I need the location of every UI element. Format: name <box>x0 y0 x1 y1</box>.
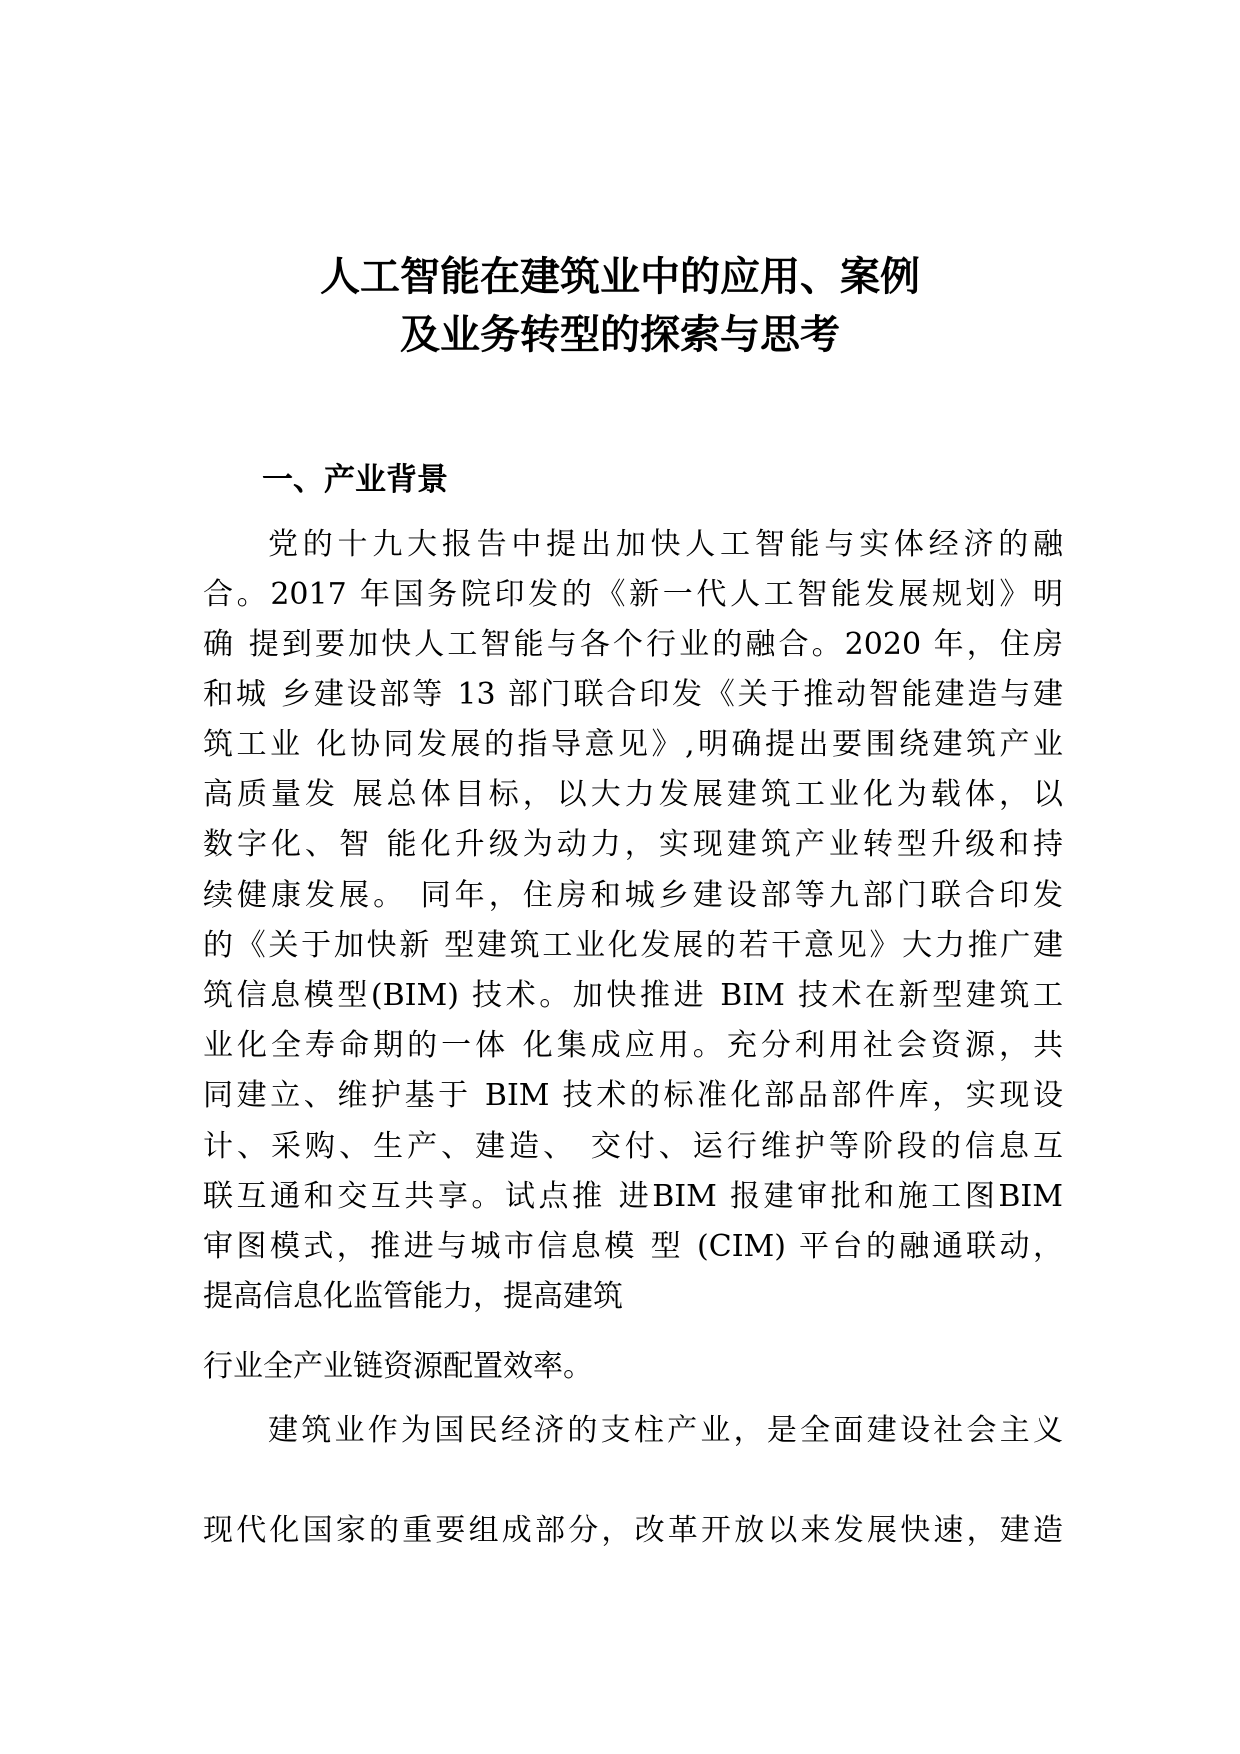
paragraph-line: 审图模式，推进与城市信息模 型 (CIM) 平台的融通联动， <box>203 1229 1063 1264</box>
page-title <box>0 248 1240 364</box>
title-line: 人工智能在建筑业中的应用、案例 <box>320 254 920 300</box>
paragraph-line: 提高信息化监管能力，提高建筑 <box>203 1279 623 1314</box>
paragraph-line: 筑信息模型(BIM) 技术。加快推进 BIM 技术在新型建筑工 <box>203 978 1063 1013</box>
paragraph-line: 确 提到要加快人工智能与各个行业的融合。2020 年，住房 <box>203 627 1063 662</box>
paragraph-line: 联互通和交互共享。试点推 进BIM 报建审批和施工图BIM <box>203 1179 1063 1214</box>
paragraph-line: 建筑业作为国民经济的支柱产业，是全面建设社会主义 <box>268 1413 1063 1448</box>
paragraph-line: 计、采购、生产、建造、 交付、运行维护等阶段的信息互 <box>203 1129 1063 1164</box>
paragraph-continuation: 行业全产业链资源配置效率。 <box>203 1349 593 1384</box>
paragraph-line: 续健康发展。 同年，住房和城乡建设部等九部门联合印发 <box>203 878 1063 913</box>
paragraph-line: 同建立、维护基于 BIM 技术的标准化部品部件库，实现设 <box>203 1078 1063 1113</box>
paragraph-line: 筑工业 化协同发展的指导意见》,明确提出要围绕建筑产业 <box>203 727 1063 762</box>
paragraph-line: 数字化、智 能化升级为动力，实现建筑产业转型升级和持 <box>203 827 1063 862</box>
paragraph-line: 业化全寿命期的一体 化集成应用。充分利用社会资源，共 <box>203 1028 1063 1063</box>
paragraph-line: 的《关于加快新 型建筑工业化发展的若干意见》大力推广建 <box>203 928 1063 963</box>
section-heading: 一、产业背景 <box>262 462 448 498</box>
paragraph-line: 现代化国家的重要组成部分，改革开放以来发展快速，建造 <box>203 1513 1063 1548</box>
paragraph-line: 和城 乡建设部等 13 部门联合印发《关于推动智能建造与建 <box>203 677 1063 712</box>
title-line: 及业务转型的探索与思考 <box>400 312 840 358</box>
paragraph-line: 高质量发 展总体目标，以大力发展建筑工业化为载体，以 <box>203 777 1063 812</box>
paragraph-line: 党的十九大报告中提出加快人工智能与实体经济的融 <box>268 527 1063 562</box>
paragraph-line: 合。2017 年国务院印发的《新一代人工智能发展规划》明 <box>203 577 1063 612</box>
